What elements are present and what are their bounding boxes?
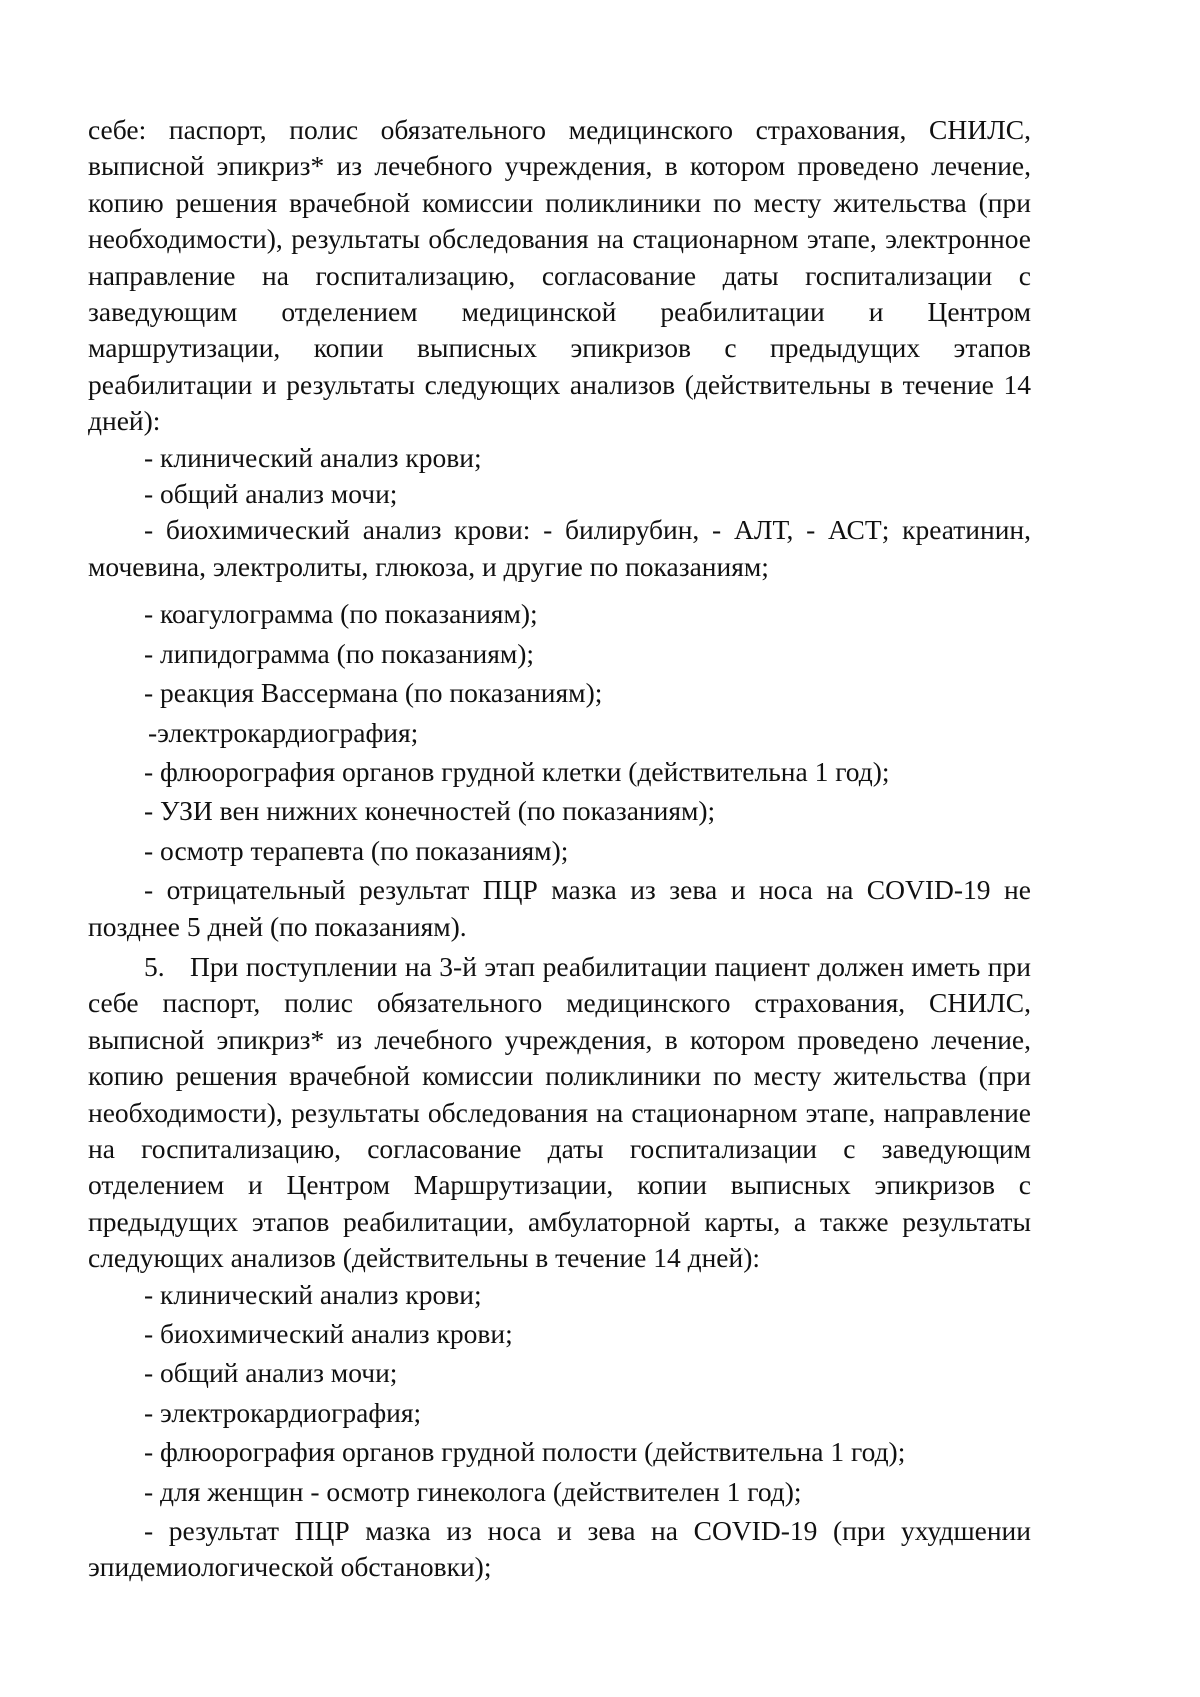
list-item: -электрокардиография; (148, 716, 419, 748)
document-page (88, 112, 1031, 1586)
list-item: - клинический анализ крови; (144, 1278, 482, 1310)
list-item: - реакция Вассермана (по показаниям); (144, 677, 603, 709)
section5-paragraph (88, 949, 1031, 1277)
section4-paragraph-tail: себе: паспорт, полис обязательного медицинского страхования, СНИЛС, выписной эпикриз* из лечебного учреждения, в котором проведено лечение, копию решения врачебной комиссии поликлиники по месту жительства (при необходимости), результаты обследования на стационарном этапе, электронное направление на госпитализацию, согласование даты госпитализации с заведующим отделением медицинской реабилитации и Центром маршрутизации, копии выписных эпикризов с предыдущих этапов реабилитации и результаты следующих анализов (действительны в течение 14 дней): (88, 114, 1031, 437)
list-item: - УЗИ вен нижних конечностей (по показаниям); (144, 795, 716, 827)
list-item: - общий анализ мочи; (144, 1357, 398, 1389)
list-item: - клинический анализ крови; (144, 441, 482, 473)
list-item: - отрицательный результат ПЦР мазка из зева и носа на COVID-19 не позднее 5 дней (по показаниям). (88, 874, 1031, 942)
list-item: - биохимический анализ крови: - билирубин, - АЛТ, - АСТ; креатинин, мочевина, электролиты, глюкоза, и другие по показаниям; (88, 514, 1031, 582)
list-item: - осмотр терапевта (по показаниям); (144, 834, 569, 866)
list-item: - для женщин - осмотр гинеколога (действителен 1 год); (144, 1475, 802, 1507)
list-item: - липидограмма (по показаниям); (144, 637, 535, 669)
list-item: - результат ПЦР мазка из носа и зева на COVID-19 (при ухудшении эпидемиологической обстановки); (88, 1515, 1031, 1583)
list-item: - флюорография органов грудной полости (действительна 1 год); (144, 1436, 906, 1468)
list-item: - общий анализ мочи; (144, 478, 398, 510)
list-item: - электрокардиография; (144, 1396, 422, 1428)
list-item: - биохимический анализ крови; (144, 1318, 513, 1349)
section-number: 5. (144, 950, 165, 982)
list-item: - коагулограмма (по показаниям); (144, 598, 538, 630)
section5-text: При поступлении на 3-й этап реабилитации пациент должен иметь при себе паспорт, полис обязательного медицинского страхования, СНИЛС, выписной эпикриз* из лечебного учреждения, в котором проведено лечение, копию решения врачебной комиссии поликлиники по месту жительства (при необходимости), результаты обследования на стационарном этапе, направление на госпитализацию, согласование даты госпитализации с заведующим отделением и Центром Маршрутизации, копии выписных эпикризов с предыдущих этапов реабилитации, амбулаторной карты, а также результаты следующих анализов (действительны в течение 14 дней): (88, 950, 1031, 1274)
list-item: - флюорография органов грудной клетки (действительна 1 год); (144, 755, 890, 787)
